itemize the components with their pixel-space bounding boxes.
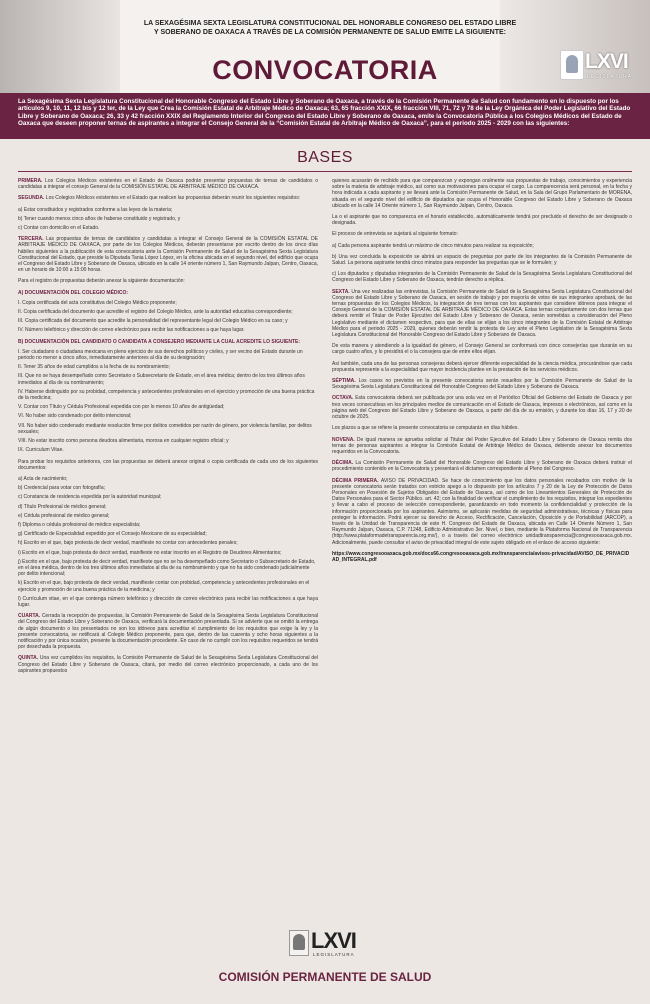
base-segunda: SEGUNDA. Los Colegios Médicos existentes en el Estado que realicen las propuestas deberán reunir los siguientes requisitos: [18,195,301,202]
list-item: IV. Número telefónico y dirección de correo electrónico para recibir las notificaciones a que haya lugar. [18,327,245,334]
convocatoria-heading: CONVOCATORIA [212,55,438,85]
base-septima: SÉPTIMA. Los casos no previstos en la presente convocatoria serán resueltos por la Comisión Permanente de Salud de la Sexagésima Sexta Legislatura Constitucional del Honorable Congreso del Estado Libre y Soberano de Oaxaca. [332,378,633,391]
list-item: I. Ser ciudadano o ciudadana mexicana en pleno ejercicio de sus derechos políticos y civiles, y ser vecino del Estado durante un periodo no menor a cinco años, inmediatamente anteriores al día de su designación; [18,348,303,362]
list-item: IX. Curriculum Vitae. [18,447,64,454]
list-item: IV. Haberse distinguido por su probidad, competencia y antecedentes profesionales en el ejercicio y promoción de una buena práctica de la medicina; [18,388,315,402]
list-item: j) Escrito en el que, bajo protesta de decir verdad, manifieste que no se ha desempeñado como Secretario o Subsecretario de Estado, en el área médica, dentro de los tres últimos años inmediatos al día de su nombramiento y que no ha sido condenado judicialmente por delito intencional; [18,558,316,578]
footer-logo-text: LXVI [311,928,356,953]
section-a-heading: A) DOCUMENTACIÓN DEL COLEGIO MÉDICO: [18,289,129,296]
base-quinta: QUINTA. Una vez cumplidos los requisitos, la Comisión Permanente de Salud de la Sexagésima Sexta Legislatura Constitucional del Congreso del Estado Libre y Soberano de Oaxaca, citará, por medio del correo electrónico proporcionado, a cada uno de los aspirantes propuestos [18,655,319,674]
base-tercera: TERCERA. Las propuestas de ternas de candidatos y candidatas a integrar el Consejo General de la COMISIÓN ESTATAL DE ARBITRAJE MÉDICO DE OAXACA, por parte de los Colegios Médicos, deberán presentarse por escrito dentro de los cinco días hábiles siguientes a la publicación de esta convocatoria ante la Comisión Permanente de Salud de la Sexagésima Sexta Legislatura Constitucional del Estado, que preside la Diputada Tania López López, en la oficina ubicada en el segundo nivel, del edificio que ocupa el Congreso del Estado Libre y Soberano de Oaxaca, ubicado en la calle 14 oriente número 1, San Raymundo Jalpan, Centro, Oaxaca, en un horario de 10:00 a 15:00 horas. [18,236,319,274]
legislature-logo [560,50,640,82]
base-sexta: SEXTA. Una vez realizadas las entrevistas, la Comisión Permanente de Salud de la Sexagésima Sexta Legislatura Constitucional del Congreso del Estado Libre y Soberano de Oaxaca, en sesión de trabajo y por mayoría de votos de sus integrantes aprobará, de las ternas propuestas de los Colegios Médicos, la integración de tres ternas con los aspirantes que considere idóneos para integrar el Consejo General de la COMISIÓN ESTATAL DE ARBITRAJE MÉDICO DE OAXACA. Estas ternas conjuntamente con dos ternas que deberá remitir el Titular de Poder Ejecutivo del Estado Libre y Soberano de Oaxaca, serán sometidas a consideración del Pleno Legislativo mediante el dictamen respectivo, para que de ellas se elijan a los cinco integrantes de la Comisión Estatal de Arbitraje Médico para el periodo 2025 - 2029, quienes deberán rendir la protesta de Ley ante el Pleno Legislativo de la Sexagésima Sexta Legislatura Constitucional del Honorable Congreso del Estado Libre y Soberano de Oaxaca. [332,288,633,339]
list-item: III. Copia certificada del documento que acredite la personalidad del representante legal del Colegio Médico en su caso; y [18,318,288,325]
list-item: b) Tener cuando menos cinco años de haberse constituido y registrado, y [18,215,181,222]
base-novena: NOVENA. De igual manera se aprueba solicitar al Titular del Poder Ejecutivo del Estado Libre y Soberano de Oaxaca remita dos ternas de personas aspirantes a integrar la Comisión Estatal de Arbitraje Médico de Oaxaca, debiendo anexar los documentos requeridos en la Convocatoria. [332,436,633,455]
list-item: a) Estar constituidos y registrados conforme a las leyes de la materia; [18,206,173,213]
base-octava: OCTAVA. Esta convocatoria deberá ser publicada por una sola vez en el Periódico Oficial del Gobierno del Estado de Oaxaca y por tres veces consecutivas en los principales medios de comunicación en el Estado de Oaxaca, impresos o electrónicos, así como en la página web del Congreso del Estado Libre y Soberano de Oaxaca, a partir del día de su emisión, y durante los días 16, 17 y 20 de octubre de 2025. [332,395,632,421]
list-item: d) Título Profesional de médico general; [18,503,107,510]
list-item: a) Cada persona aspirante tendrá un máximo de cinco minutos para realizar su exposición; [332,242,534,249]
list-item: VIII. No estar inscrito como persona deudora alimentaria, morosa en cualquier registro oficial; y [18,438,229,445]
list-item: VII. No haber sido condenado mediante resolución firme por delitos cometidos por razón de género, por violencia familiar, por delitos sexuales; [18,422,312,435]
header-title [130,19,530,37]
list-item: II. Copia certificada del documento que acredite el registro del Colegio Médico, ante la autoridad educativa correspondiente; [18,309,293,316]
list-item: i) Escrito en el que, bajo protesta de decir verdad, manifieste no estar inscrito en el Registro de Deudores Alimentarios; [18,549,282,556]
congress-seal-icon [560,50,584,80]
header-title-line1: LA SEXAGÉSIMA SEXTA LEGISLATURA CONSTITUCIONAL DEL HONORABLE CONGRESO DEL ESTADO LIBRE [143,20,517,27]
congress-seal-icon [289,930,309,956]
paragraph: Los plazos a que se refiere la presente convocatoria se computarán en días hábiles. [332,425,519,432]
base-primera: PRIMERA. Los Colegios Médicos existentes en el Estado de Oaxaca podrán presentar propuestas de ternas de candidatos o candidatas a integrar el consejo General de la COMISIÓN ESTATAL DE ARBITRAJE MÉDICO DE OAXACA. [18,178,318,191]
registro-text: Para el registro de propuestas deberán anexar la siguiente documentación: [18,278,185,285]
left-column [18,178,318,890]
list-item: III. Que no se haya desempeñado como Secretario o Subsecretario de Estado, en el área médica; dentro de los tres últimos años inmediatos al día de su nombramiento; [18,373,305,386]
footer-title: COMISIÓN PERMANENTE DE SALUD [218,970,432,984]
list-item: h) Escrito en el que, bajo protesta de decir verdad, manifieste no contar con antecedentes penales; [18,540,238,547]
list-item: c) Contar con domicilio en el Estado. [18,225,100,232]
footer-logo [285,930,365,958]
list-item: b) Credencial para votar con fotografía; [18,485,105,492]
paragraph: El proceso de entrevista se sujetará al siguiente formato: [332,231,458,238]
list-item: c) Constancia de residencia expedida por la autoridad municipal; [18,494,162,501]
paragraph: De esta manera y atendiendo a la igualdad de género, el Consejo General se conformará con cinco consejerías que durarán en su cargo cuatro años, y lo presidirá el o la consejera que de entre ellos elijan. [332,343,632,356]
base-decima: DÉCIMA. La Comisión Permanente de Salud del Honorable Congreso del Estado Libre y Soberano de Oaxaca deberá instruir el procedimiento contenido en la Convocatoria y presentará el dictamen correspondiente al Pleno del Congreso. [332,460,633,473]
list-item: b) Una vez concluida la exposición se abrirá un espacio de preguntas por parte de los integrantes de la Comisión Permanente de Salud. La persona aspirante tendrá cinco minutos para responder las preguntas que se le formulen; y [332,253,632,267]
list-item: f) Diploma o cédula profesional de médico especialista; [18,521,141,528]
list-item: k) Escrito en el que, bajo protesta de decir verdad, manifieste contar con probidad, competencia y antecedentes profesionales en el ejercicio y promoción de una buena práctica de la medicina; y [18,580,310,593]
bases-title: BASES [297,149,353,166]
list-item: e) Cédula profesional de médico general; [18,512,110,519]
list-item: II. Tener 35 años de edad cumplidos a la fecha de su nombramiento; [18,364,170,371]
list-item: l) Currículum vitae, en el que contenga número telefónico y dirección de correo electrónico para recibir las notificaciones a que haya lugar. [18,595,318,608]
intro-band: La Sexagésima Sexta Legislatura Constitucional del Honorable Congreso del Estado Libre y Soberano de Oaxaca, a través de la Comisión Permanente de Salud con fundamento en lo dispuesto por los artículos 9, 10, 11, 12 bis y 12 ter, de la Ley que Crea la Comisión Estatal de Arbitraje Médico de Oaxaca; 63, 65 fracción XXIX, 66 fracción VIII, 71, 72 y 78 de la Ley Orgánica del Poder Legislativo del Estado Libre y Soberano de Oaxaca; 26, 33 y 42 fracción XXIX del Reglamento Interior del Congreso del Estado Libre y Soberano de Oaxaca, emite la Convocatoria Pública a los Colegios Médicos del Estado de Oaxaca que deseen proponer ternas de aspirantes a integrar el Consejo General de la “Comisión Estatal de Arbitraje Médico de Oaxaca”, para el periodo 2025 - 2029 con las siguientes: [0,93,650,139]
base-decima-primera: DÉCIMA PRIMERA. AVISO DE PRIVACIDAD. Se hace de conocimiento que los datos personales recabados con motivo de la presente convocatoria serán tratados con estricto apego a lo dispuesto por los artículos 7 y 20 de la Ley de Protección de Datos Personales en Posesión de Sujetos Obligados del Estado de Oaxaca, así como de los Lineamientos Generales de Protección de Datos Personales para el Sector Público. art. 42; con la finalidad de verificar el cumplimiento de los requisitos, integrar los expedientes y llevar a cabo el proceso de selección correspondiente, garantizando en todo momento la confidencialidad y protección de la información proporcionada por los aspirantes. Asimismo, se aplicarán medidas de seguridad administrativas, técnicas y físicas para proteger la información. Podrá ejercer su derecho de Acceso, Rectificación, Cancelación, Oposición y de Portabilidad (ARCOP), a través de la Unidad de Transparencia de este H. Congreso del Estado de Oaxaca, ubicada en Calle 14 Oriente Número 1, San Raymundo Jalpan, Oaxaca, C.P. 71248, Edificio Administrativo 3er. Nivel, o bien, mediante la Plataforma Nacional de Transparencia (http://www.plataformadetransparencia.org.mx/), o a través del correo electrónico unidadtransparencia@congresooaxaca.gob.mx. Adicionalmente, puede consultar el aviso de privacidad integral de este sujeto obligado en el enlace de acceso siguiente: [332,477,632,546]
divider [18,171,632,172]
base-cuarta: CUARTA. Cerrada la recepción de propuestas, la Comisión Permanente de Salud de la Sexagésima Sexta Legislatura Constitucional del Congreso del Estado Libre y Soberano de Oaxaca, verificará la documentación presentada. Si se advierte que se omitió la entrega de algún documento o los presentados no son los idóneos para acreditar el cumplimiento de los requisitos que exige la ley y la presente convocatoria, se notificará al Colegio Médico proponente, para que, dentro de las cuarenta y ocho horas siguientes a la notificación y por única ocasión, presente la documentación procedente. En caso de no cumplir con los requisitos requeridos se tendrá por desechada la propuesta. [18,613,319,651]
header [0,0,650,93]
section-b-heading: B) DOCUMENTACIÓN DEL CANDIDATO O CANDIDATA A CONSEJERO MEDIANTE LA CUAL ACREDITE LO SIGUIENTE: [18,338,301,345]
list-item: c) Los diputados y diputadas integrantes de la Comisión Permanente de Salud de la Sexagésima Sexta Legislatura Constitucional del Congreso del Estado Libre y Soberano de Oaxaca, tendrán derecho a réplica. [332,271,632,284]
right-column [332,178,632,890]
footer-logo-subtext: LEGISLATURA [313,952,355,957]
list-item: I. Copia certificada del acta constitutiva del Colegio Médico proponente; [18,299,177,306]
list-item: a) Acta de nacimiento; [18,475,68,482]
bases-columns [0,178,650,890]
paragraph: La o el aspirante que no comparezca en el horario establecido, automáticamente tendrá por precluido el derecho de ser designado o designada. [332,214,632,227]
logo-text: LXVI [585,50,628,73]
logo-subtext: LEGISLATURA [587,74,633,80]
footer [0,930,650,1004]
probar-text: Para probar los requisitos anteriores, con las propuestas se deberá anexar original o copia certificada de cada uno de los siguientes documentos: [18,458,318,471]
list-item: g) Certificado de Especialidad expedido por el Consejo Mexicano de su especialidad; [18,531,207,538]
list-item: V. Contar con Título y Cédula Profesional expedida con por lo menos 10 años de antigüedad; [18,404,225,411]
paragraph: Así también, cada una de las personas consejeras deberá ejercer diferente especialidad de la ciencia médica, procurándose que cada propuesta represente a la especialidad que mayor incidencia plantee en la prestación de los servicios médicos. [332,360,632,373]
header-title-line2: Y SOBERANO DE OAXACA A TRAVÉS DE LA COMISIÓN PERMANENTE DE SALUD EMITE LA SIGUIENTE: [154,29,506,36]
privacy-link[interactable]: https://www.congresooaxaca.gob.mx/docs66.congresooaxaca.gob.mx/transparencia/avisos-privacidad/AVISO_DE_PRIVACIDAD_INTEGRAL.pdf [332,550,630,563]
list-item: VI. No haber sido condenado por delito intencional; [18,413,132,420]
quinta-continued: quienes acusarán de recibido para que comparezcan y expongan oralmente sus propuestas de trabajo, conocimientos y experiencia sobre la materia de arbitraje médico, así como sus motivaciones para ocupar el cargo. La comparecencia será personal, en la fecha y hora indicada a cada aspirante y se llevará ante la Comisión Permanente de Salud, en la Sala del Grupo Parlamentario de MORENA, situada en el segundo nivel del edificio de diputados que ocupa el Honorable Congreso del Estado Libre y Soberano de Oaxaca ubicado en la calle 14 Oriente número 1, San Raymundo Jalpan, Centro, Oaxaca. [332,178,632,209]
